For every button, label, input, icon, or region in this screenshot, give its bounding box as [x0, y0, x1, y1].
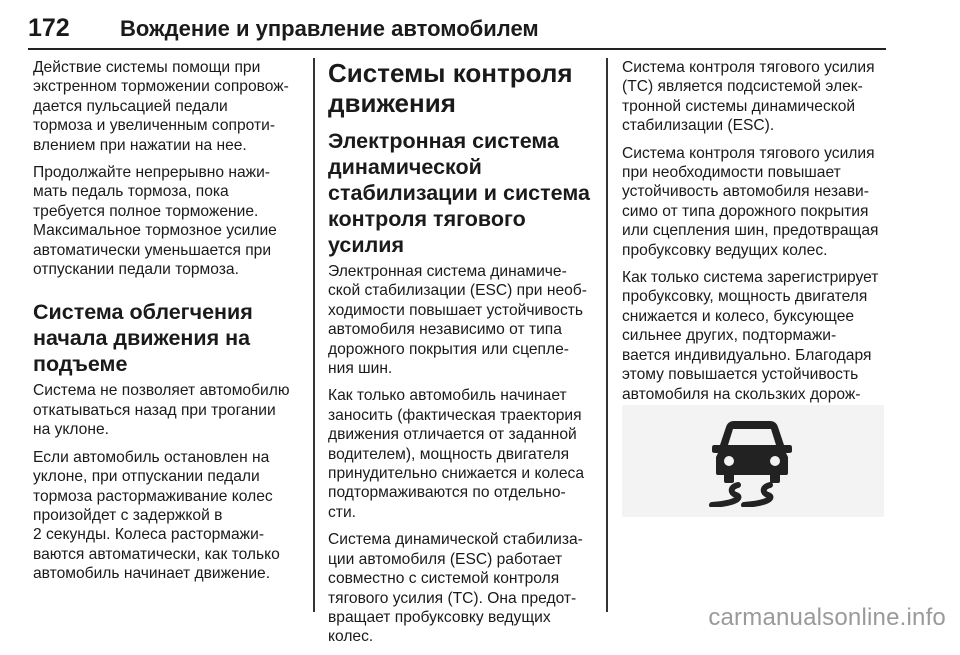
- tc-paragraph-1: Система контроля тягового усилия (TC) является подсистемой элек- тронной системы динамической стабилизации (ESC).: [622, 59, 875, 135]
- brake-assist-paragraph-1: Действие системы помощи при экстренном торможении сопровож- дается пульсацией педали тормоза и увеличенным сопроти- влением при нажатии на нее.: [33, 59, 289, 154]
- page-header: [28, 14, 884, 52]
- esc-paragraph-2: Как только автомобиль начинает заносить (фактическая траектория движения отличается от заданной водителем), мощность двигателя принудительно снижается и колеса подтормаживаются по отдельно- сти.: [328, 387, 585, 521]
- section-heading: Системы контроля движения: [328, 58, 573, 118]
- chapter-title: Вождение и управление автомобилем: [120, 16, 539, 41]
- tc-paragraph-2: Система контроля тягового усилия при необходимости повышает устойчивость автомобиля незави- симо от типа дорожного покрытия или сцепления шин, предотвращая пробуксовку ведущих колес.: [622, 144, 879, 259]
- header-divider: [28, 48, 886, 50]
- page-number: 172: [28, 14, 70, 42]
- hill-start-paragraph-2: Если автомобиль остановлен на уклоне, при отпускании педали тормоза растормаживание колес произойдет с задержкой в 2 секунды. Колеса растормажи- ваются автоматически, как только автомобиль начинает движение.: [33, 448, 280, 583]
- skidding-car-icon-box: [622, 405, 884, 517]
- esc-paragraph-3: Система динамической стабилиза- ции автомобиля (ESC) работает совместно с системой контроля тягового усилия (TC). Она предот- вращает пробуксовку ведущих колес.: [328, 531, 583, 646]
- watermark: carmanualsonline.info: [708, 604, 946, 631]
- skidding-car-icon: [702, 415, 802, 507]
- column-3: [622, 58, 888, 431]
- esc-tc-subheading: Электронная система динамической стабилизации и система контроля тягового усилия: [328, 129, 590, 257]
- tc-paragraph-3: Как только система зарегистрирует пробуксовку, мощность двигателя снижается и колесо, буксующее сильнее других, подтормажи- вается индивидуально. Благодаря этому повышается устойчивость автомобиля на скользких дорож-: [622, 269, 879, 403]
- hill-start-heading: Система облегчения начала движения на подъеме: [33, 300, 253, 377]
- column-2: [328, 58, 593, 655]
- column-divider-1: [313, 58, 315, 612]
- hill-start-paragraph-1: Система не позволяет автомобилю откатываться назад при трогании на уклоне.: [33, 382, 290, 439]
- brake-assist-paragraph-2: Продолжайте непрерывно нажи- мать педаль тормоза, пока требуется полное торможение. Максимальное тормозное усилие автоматически уменьшается при отпускании педали тормоза.: [33, 164, 277, 279]
- column-1: [33, 58, 303, 592]
- column-divider-2: [606, 58, 608, 612]
- esc-paragraph-1: Электронная система динамиче- ской стабилизации (ESC) при необ- ходимости повышает устойчивость автомобиля независимо от типа дорожного покрытия или сцепле- ния шин.: [328, 263, 587, 378]
